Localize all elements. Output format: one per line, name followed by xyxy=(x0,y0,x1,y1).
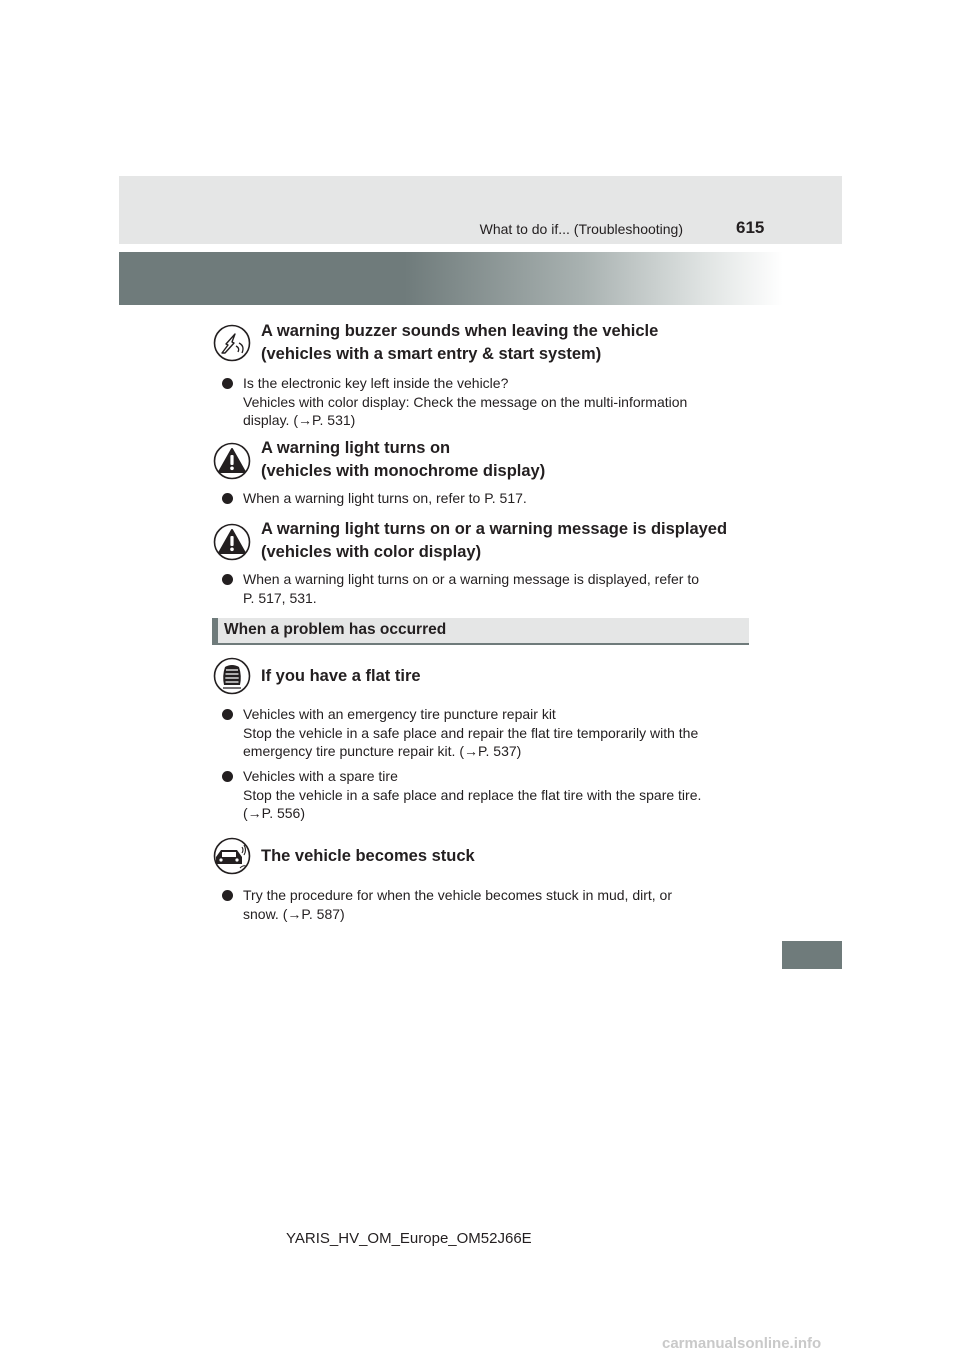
bullet-icon xyxy=(222,574,233,585)
bullet-line: snow. (→P. 587) xyxy=(243,905,345,922)
section-title-line: A warning buzzer sounds when leaving the vehicle xyxy=(261,322,659,340)
list-item xyxy=(222,570,746,607)
section-title: What to do if... (Troubleshooting) xyxy=(479,221,683,237)
section-title-line: (vehicles with a smart entry & start system) xyxy=(261,345,602,363)
section-title-line: A warning light turns on or a warning message is displayed xyxy=(261,520,728,538)
chapter-gradient-bar xyxy=(119,252,783,305)
bullet-icon xyxy=(222,493,233,504)
bullet-line: (→P. 556) xyxy=(243,805,305,821)
list-item xyxy=(222,489,746,508)
flat-tire-icon xyxy=(213,657,251,695)
list-item xyxy=(222,886,746,923)
bullet-icon xyxy=(222,890,233,901)
bullet-line: Stop the vehicle in a safe place and replace the flat tire with the spare tire. xyxy=(243,786,702,803)
list-item xyxy=(222,374,746,430)
page-number: 615 xyxy=(736,218,765,237)
problem-title: The vehicle becomes stuck xyxy=(261,847,475,865)
band-accent xyxy=(212,618,218,643)
warning-exclamation-icon xyxy=(213,523,251,561)
problem-title: If you have a flat tire xyxy=(261,667,421,685)
document-code: YARIS_HV_OM_Europe_OM52J66E xyxy=(286,1230,532,1247)
bullet-line: display. (→P. 531) xyxy=(243,412,356,428)
bullet-line: Is the electronic key left inside the vehicle? xyxy=(243,375,509,391)
section-title-line: (vehicles with monochrome display) xyxy=(261,462,546,480)
bullet-line: Vehicles with a spare tire xyxy=(243,768,398,784)
bullet-line: Vehicles with color display: Check the message on the multi-information xyxy=(243,393,688,410)
bullet-line: emergency tire puncture repair kit. (→P. 537) xyxy=(243,743,522,759)
bullet-icon xyxy=(222,709,233,720)
chapter-side-tab xyxy=(782,941,842,969)
bullet-line: Stop the vehicle in a safe place and repair the flat tire temporarily with the xyxy=(243,724,699,741)
list-item xyxy=(222,705,746,761)
bullet-line: When a warning light turns on or a warning message is displayed, refer to xyxy=(243,571,700,587)
vehicle-stuck-icon xyxy=(213,837,251,875)
bullet-icon xyxy=(222,378,233,389)
list-item xyxy=(222,767,746,823)
bullet-icon xyxy=(222,771,233,782)
bullet-line: P. 517, 531. xyxy=(243,589,317,606)
bullet-line: Vehicles with an emergency tire puncture repair kit xyxy=(243,706,556,722)
watermark: carmanualsonline.info xyxy=(662,1335,822,1352)
buzzer-warning-icon xyxy=(213,324,251,362)
section-title-line: A warning light turns on xyxy=(261,439,451,457)
bullet-line: Try the procedure for when the vehicle becomes stuck in mud, dirt, or xyxy=(243,887,673,903)
bullet-line: When a warning light turns on, refer to P. 517. xyxy=(243,490,527,506)
subsection-band xyxy=(212,618,749,645)
band-label: When a problem has occurred xyxy=(224,621,447,638)
warning-exclamation-icon xyxy=(213,442,251,480)
section-title-line: (vehicles with color display) xyxy=(261,543,482,561)
